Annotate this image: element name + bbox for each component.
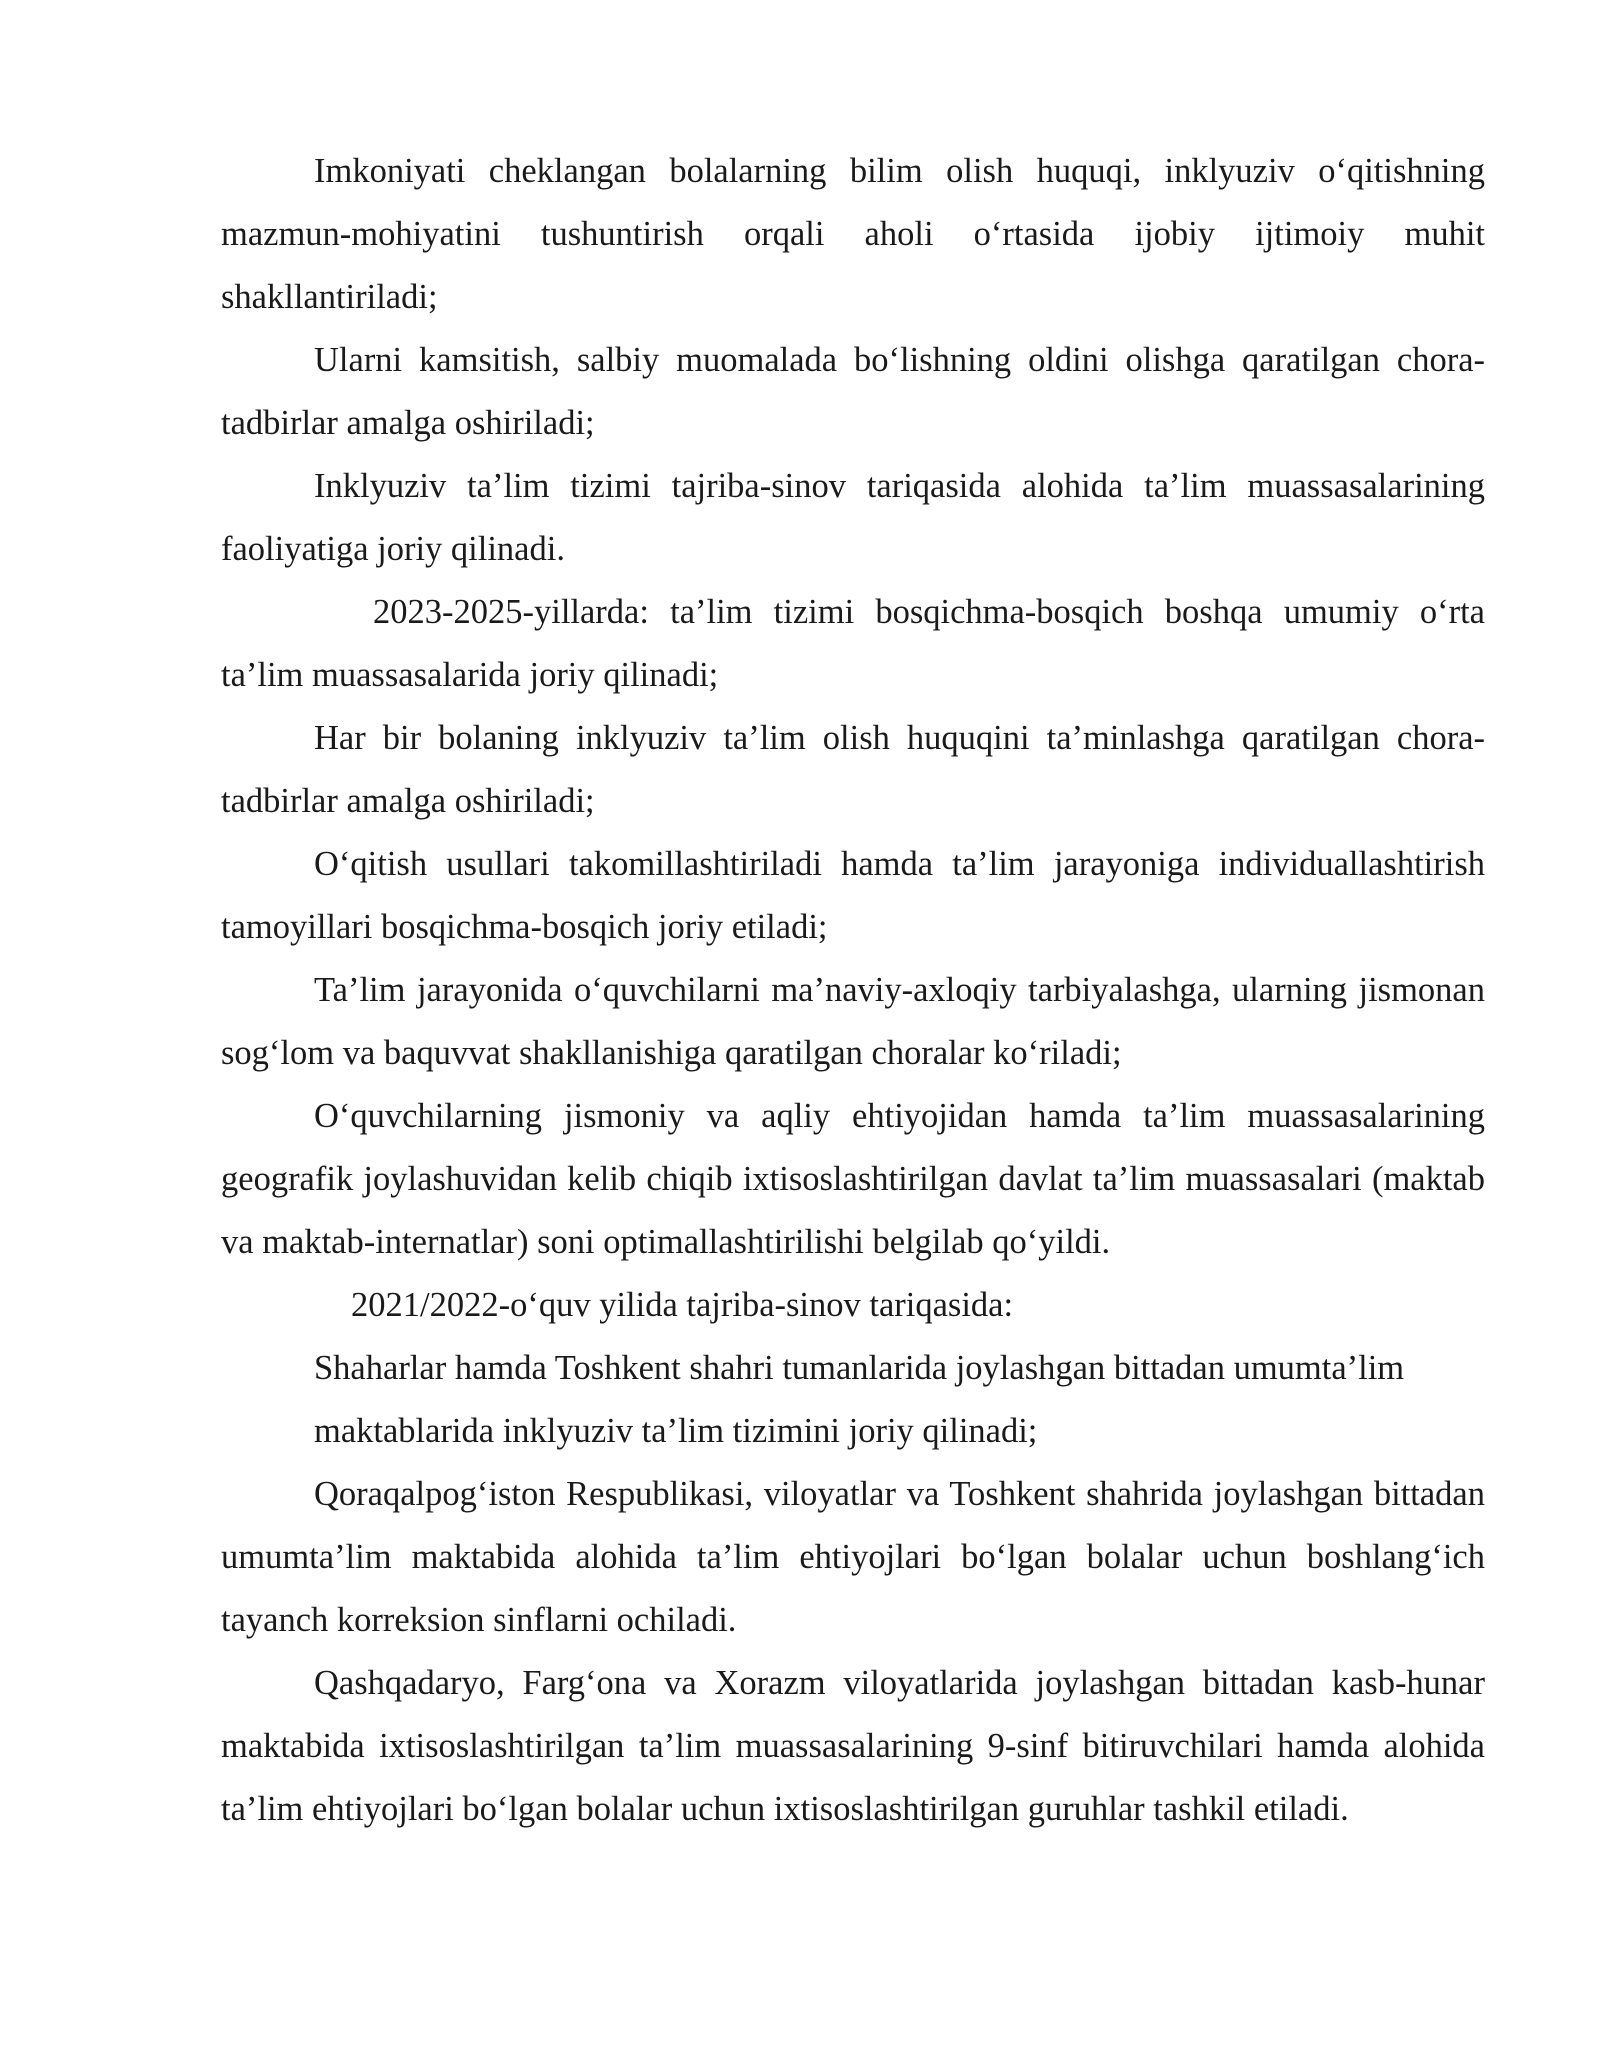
paragraph-public-awareness: Imkoniyati cheklangan bolalarning bilim olish huquqi, inklyuziv o‘qitishning mazmun-mohiyatini tushuntirish orqali aholi o‘rtasida ijobiy ijtimoiy muhit shakllantiriladi; — [221, 152, 1485, 316]
paragraph-specialized-institutions: O‘quvchilarning jismoniy va aqliy ehtiyojidan hamda ta’lim muassasalarining geografik joylashuvidan kelib chiqib ixtisoslashtirilgan davlat ta’lim muassasalari (maktab va maktab-internatlar) soni optimallashtirilishi belgilab qo‘yildi. — [221, 1097, 1485, 1261]
paragraph-right-to-education: Har bir bolaning inklyuziv ta’lim olish huquqini ta’minlashga qaratilgan chora-tadbirlar amalga oshiriladi; — [221, 719, 1485, 820]
paragraph-moral-education: Ta’lim jarayonida o‘quvchilarni ma’naviy-axloqiy tarbiyalashga, ularning jismonan sog‘lom va baquvvat shakllanishiga qaratilgan choralar ko‘riladi; — [221, 971, 1485, 1072]
paragraph-teaching-methods: O‘qitish usullari takomillashtiriladi hamda ta’lim jarayoniga individuallashtirish tamoyillari bosqichma-bosqich joriy etiladi; — [221, 845, 1485, 946]
paragraph-correctional-classes: Qoraqalpog‘iston Respublikasi, viloyatlar va Toshkent shahrida joylashgan bittadan umumta’lim maktabida alohida ta’lim ehtiyojlari bo‘lgan bolalar uchun boshlang‘ich tayanch korreksion sinflarni ochiladi. — [221, 1475, 1485, 1639]
paragraph-anti-discrimination: Ularni kamsitish, salbiy muomalada bo‘lishning oldini olishga qaratilgan chora-tadbirlar amalga oshiriladi; — [221, 341, 1485, 442]
paragraph-2023-2025-plan: 2023-2025-yillarda: ta’lim tizimi bosqichma-bosqich boshqa umumiy o‘rta ta’lim muassasalarida joriy qilinadi; — [221, 593, 1485, 694]
paragraph-2021-2022-pilot-heading: 2021/2022-o‘quv yilida tajriba-sinov tariqasida: — [351, 1286, 1014, 1324]
paragraph-city-schools: Shaharlar hamda Toshkent shahri tumanlarida joylashgan bittadan umumta’lim maktablarida inklyuziv ta’lim tizimini joriy qilinadi; — [314, 1349, 1405, 1450]
document-page — [221, 140, 1485, 1841]
paragraph-vocational-groups: Qashqadaryo, Farg‘ona va Xorazm viloyatlarida joylashgan bittadan kasb-hunar maktabida ixtisoslashtirilgan ta’lim muassasalarining 9-sinf bitiruvchilari hamda alohida ta’lim ehtiyojlari bo‘lgan bolalar uchun ixtisoslashtirilgan guruhlar tashkil etiladi. — [221, 1664, 1485, 1828]
paragraph-pilot-introduction: Inklyuziv ta’lim tizimi tajriba-sinov tariqasida alohida ta’lim muassasalarining faoliyatiga joriy qilinadi. — [221, 467, 1485, 568]
